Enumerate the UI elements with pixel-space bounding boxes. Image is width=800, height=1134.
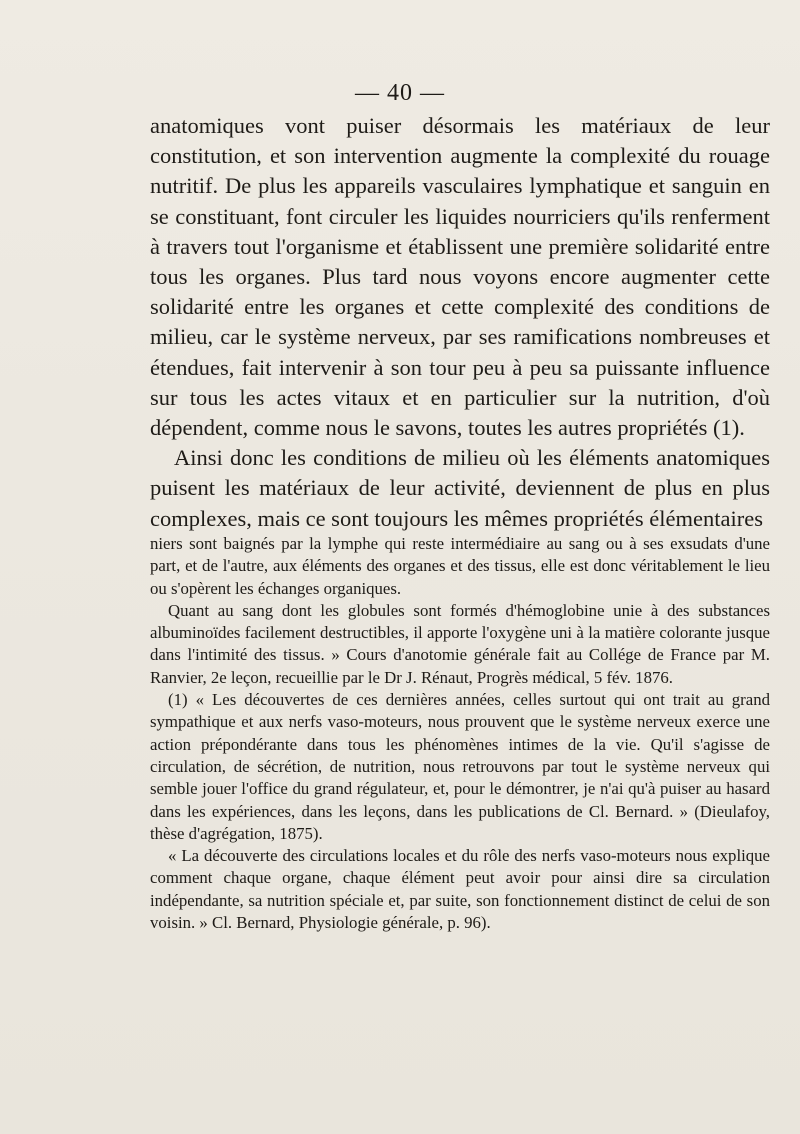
footnote-paragraph: (1) « Les découvertes de ces dernières années, celles surtout qui ont trait au grand sympathique et aux nerfs vaso-moteurs, nous prouvent que le système nerveux exerce une action prépondérante dans tous les phénomènes intimes de la vie. Qu'il s'agisse de circulation, de sécrétion, de nutrition, nous retrouvons par tout le système nerveux qui semble jouer l'office du grand régulateur, et, pour le démontrer, je n'ai qu'à puiser au hasard dans les expériences, dans les leçons, dans les publications de Cl. Bernard. » (Dieulafoy, thèse d'agrégation, 1875).: [150, 690, 770, 843]
main-paragraph: anatomiques vont puiser désormais les matériaux de leur constitution, et son intervention augmente la complexité du rouage nutritif. De plus les appareils vasculaires lymphatique et sanguin en se constituant, font circuler les liquides nourriciers qu'ils renferment à travers tout l'organisme et établissent une première solidarité entre tous les organes. Plus tard nous voyons encore augmenter cette solidarité entre les organes et cette complexité des conditions de milieu, car le système nerveux, par ses ramifications nombreuses et étendues, fait intervenir à son tour peu à peu sa puissante influence sur tous les actes vitaux et en particulier sur la nutrition, d'où dépendent, comme nous le savons, toutes les autres propriétés (1).: [150, 113, 770, 441]
footnote-paragraph: Quant au sang dont les globules sont formés d'hémoglobine unie à des substances albuminoïdes facilement destructibles, il apporte l'oxygène uni à la matière colorante jusque dans l'intimité des tissus. » Cours d'anotomie générale fait au Collége de France par M. Ranvier, 2e leçon, recueillie par le Dr J. Rénaut, Progrès médical, 5 fév. 1876.: [150, 600, 770, 687]
main-paragraph: Ainsi donc les conditions de milieu où les éléments anatomiques puisent les matériaux de leur activité, deviennent de plus en plus complexes, mais ce sont toujours les mêmes propriétés élémentaires: [150, 445, 770, 531]
footnote-paragraph: « La découverte des circulations locales et du rôle des nerfs vaso-moteurs nous explique comment chaque organe, chaque élément peut avoir pour ainsi dire sa circulation indépendante, sa nutrition spéciale et, par suite, son fonctionnement distinct de celui de son voisin. » Cl. Bernard, Physiologie générale, p. 96).: [150, 846, 770, 933]
page-number: — 40 —: [355, 80, 445, 106]
footnote-paragraph: niers sont baignés par la lymphe qui reste intermédiaire au sang ou à ses exsudats d'une part, et de l'autre, aux éléments des organes et des tissus, elle est donc véritablement le lieu ou s'opèrent les échanges organiques.: [150, 534, 770, 598]
main-text: [150, 111, 770, 534]
footnotes: [150, 533, 770, 934]
